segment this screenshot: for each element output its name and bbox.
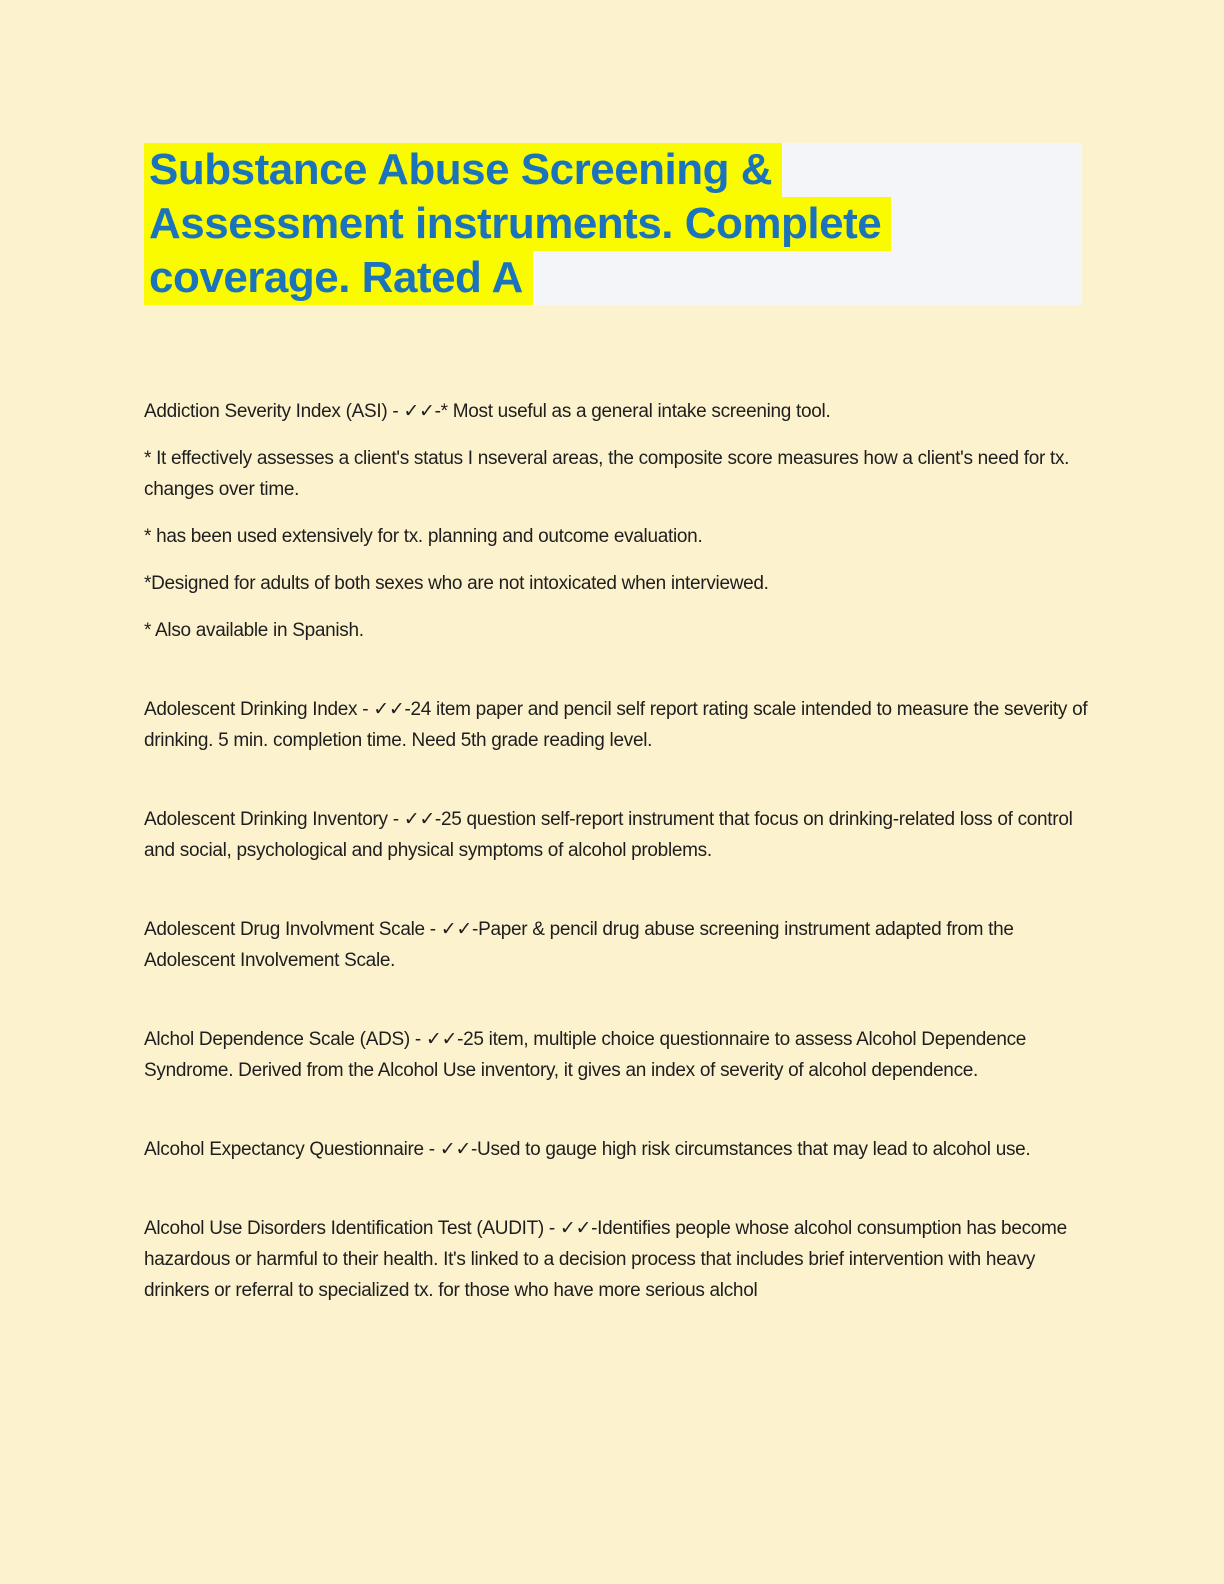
section-adolescent-drug-involvment-scale bbox=[144, 914, 1092, 976]
paragraph: *Designed for adults of both sexes who are not intoxicated when interviewed. bbox=[144, 573, 769, 594]
title-line-1: Substance Abuse Screening & bbox=[144, 143, 782, 197]
section-adolescent-drinking-inventory bbox=[144, 804, 1092, 866]
title-line-2: Assessment instruments. Complete bbox=[144, 197, 891, 251]
paragraph: Alcohol Expectancy Questionnaire - ✓✓-Used to gauge high risk circumstances that may lead to alcohol use. bbox=[144, 1139, 1031, 1160]
title-line-wrapper bbox=[144, 197, 1082, 251]
section-adolescent-drinking-index bbox=[144, 694, 1092, 756]
title-line-wrapper bbox=[144, 251, 1082, 305]
paragraph: Alcohol Use Disorders Identification Test (AUDIT) - ✓✓-Identifies people whose alcohol consumption has become hazardous or harmful to their health. It's linked to a decision process that includes brief intervention with heavy drinkers or referral to specialized tx. for those who have more serious alchol bbox=[144, 1218, 1067, 1301]
paragraph: Adolescent Drinking Index - ✓✓-24 item paper and pencil self report rating scale intended to measure the severity of drinking. 5 min. completion time. Need 5th grade reading level. bbox=[144, 699, 1088, 751]
paragraph: * Also available in Spanish. bbox=[144, 620, 364, 641]
section-alcohol-use-disorders-identification-test bbox=[144, 1213, 1092, 1306]
section-addiction-severity-index bbox=[144, 396, 1092, 646]
paragraph: * has been used extensively for tx. planning and outcome evaluation. bbox=[144, 526, 703, 547]
document-body bbox=[144, 396, 1092, 1306]
title-block bbox=[144, 143, 1082, 305]
title-line-wrapper bbox=[144, 143, 1082, 197]
title-line-3: coverage. Rated A bbox=[144, 251, 533, 305]
paragraph: Addiction Severity Index (ASI) - ✓✓-* Most useful as a general intake screening tool. bbox=[144, 401, 831, 422]
paragraph: Adolescent Drinking Inventory - ✓✓-25 question self-report instrument that focus on drinking-related loss of control and social, psychological and physical symptoms of alcohol problems. bbox=[144, 809, 1073, 861]
paragraph: Alchol Dependence Scale (ADS) - ✓✓-25 item, multiple choice questionnaire to assess Alcohol Dependence Syndrome. Derived from the Alcohol Use inventory, it gives an index of severity of alcohol dependence. bbox=[144, 1029, 1027, 1081]
section-alcohol-expectancy-questionnaire bbox=[144, 1134, 1092, 1165]
page-title bbox=[144, 143, 1082, 305]
paragraph: * It effectively assesses a client's status I nseveral areas, the composite score measures how a client's need for tx. changes over time. bbox=[144, 448, 1070, 500]
paragraph: Adolescent Drug Involvment Scale - ✓✓-Paper & pencil drug abuse screening instrument adapted from the Adolescent Involvement Scale. bbox=[144, 919, 1014, 971]
section-alchol-dependence-scale bbox=[144, 1024, 1092, 1086]
